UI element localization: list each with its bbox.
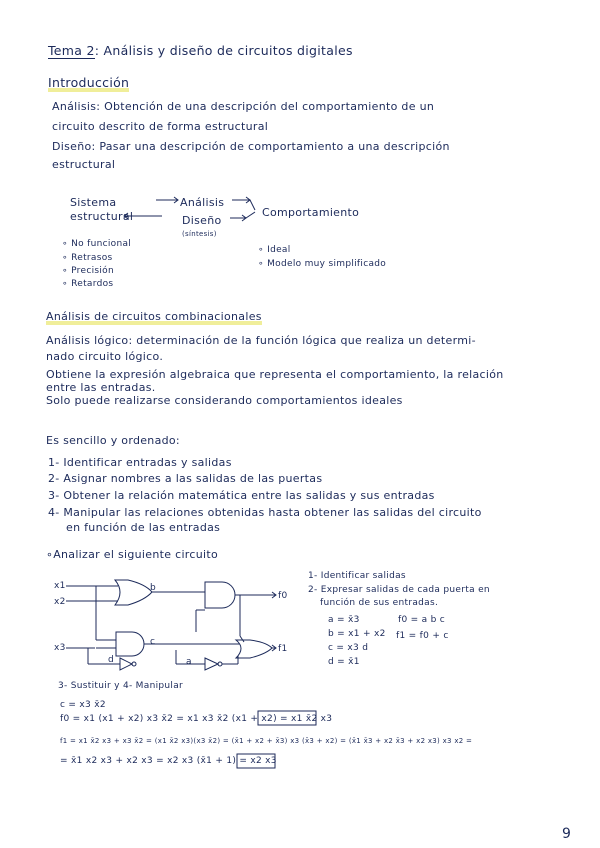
section2-line-1: Análisis lógico: determinación de la función lógica que realiza un determi- [46,334,476,347]
flow-left-item-4: ∘ Retardos [62,279,114,289]
eq-left-1: a = x̄3 [328,615,360,625]
eq-left-4: d = x̄1 [328,657,360,667]
flow-left-item-2: ∘ Retrasos [62,253,113,263]
flow-right-item-2: ∘ Modelo muy simplificado [258,259,387,269]
eq-left-2: b = x1 + x2 [328,629,386,639]
flow-estructural: estructural [70,210,134,223]
intro-heading-text: Introducción [48,75,130,90]
flow-left-item-3: ∘ Precisión [62,266,114,276]
circuit-node-a: a [186,657,192,667]
procedure-step-4-cont: en función de las entradas [66,521,221,534]
intro-line-3: Diseño: Pasar una descripción de comportamiento a una descripción [52,140,450,153]
intro-line-1: Análisis: Obtención de una descripción del comportamiento de un [52,100,435,113]
flow-right-item-1: ∘ Ideal [258,245,291,255]
flow-diseno: Diseño [182,214,222,227]
section2-line-2: nado circuito lógico. [46,350,164,363]
circuit-input-x1: x1 [54,581,66,591]
example-note-3: función de sus entradas. [320,598,439,608]
eq-right-2: f1 = f0 + c [396,631,449,641]
intro-line-2: circuito descrito de forma estructural [52,120,269,133]
flow-sistema: Sistema [70,196,117,209]
derivation-line-2-text: f0 = x1 (x1 + x2) x3 x̄2 = x1 x3 x̄2 (x1 + x2) = [60,714,292,724]
derivation-line-2 [60,713,332,726]
intro-line-4: estructural [52,158,116,171]
derivation-line-2-result: x1 x̄2 x3 [291,714,333,724]
section2-line-4: entre las entradas. [46,381,156,394]
flow-sintesis: (síntesis) [182,230,217,238]
derivation-line-4-text: = x̄1 x2 x3 + x2 x3 = x2 x3 (x̄1 + 1) = [60,756,251,766]
example-note-1: 1- Identificar salidas [308,571,406,581]
procedure-step-2: 2- Asignar nombres a las salidas de las puertas [48,472,323,485]
derivation-line-3: f1 = x1 x̄2 x3 + x3 x̄2 = (x1 x̄2 x3)(x3 x̄2) = (x̄1 + x2 + x̄3) x3 (x̄3 + x2) = (x̄1 x̄3 + x2 x̄3 + x2 x3) x3 x2 = [60,737,473,745]
title-text: : Análisis y diseño de circuitos digitales [94,43,353,58]
circuit-output-f1: f1 [278,644,288,654]
flow-comportamiento: Comportamiento [262,206,360,219]
page-number: 9 [562,826,572,842]
section2-line-5: Solo puede realizarse considerando comportamientos ideales [46,394,403,407]
procedure-step-1: 1- Identificar entradas y salidas [48,456,232,469]
circuit-output-f0: f0 [278,591,288,601]
flow-left-item-1: ∘ No funcional [62,239,132,249]
procedure-step-4: 4- Manipular las relaciones obtenidas hasta obtener las salidas del circuito [48,506,482,519]
eq-right-1: f0 = a b c [398,615,446,625]
section2-heading-text: Análisis de circuitos combinacionales [46,310,262,323]
derivation-line-4-result: x2 x3 [250,756,277,766]
derivation-line-1: c = x3 x̄2 [60,700,106,710]
example-note-2: 2- Expresar salidas de cada puerta en [308,585,490,595]
section2-line-3: Obtiene la expresión algebraica que representa el comportamiento, la relación [46,368,504,381]
procedure-intro: Es sencillo y ordenado: [46,434,180,447]
procedure-step-3: 3- Obtener la relación matemática entre las salidas y sus entradas [48,489,435,502]
eq-left-3: c = x3 d [328,643,369,653]
circuit-input-x3: x3 [54,643,66,653]
circuit-node-c: c [150,637,156,647]
derivation-line-4 [60,755,277,768]
circuit-node-b: b [150,583,157,593]
topic-label: Tema 2 [48,43,95,58]
circuit-node-d: d [108,655,115,665]
circuit-input-x2: x2 [54,597,66,607]
flow-analisis: Análisis [180,196,225,209]
step34-label: 3- Sustituir y 4- Manipular [58,681,184,691]
example-heading: ∘Analizar el siguiente circuito [46,548,219,561]
